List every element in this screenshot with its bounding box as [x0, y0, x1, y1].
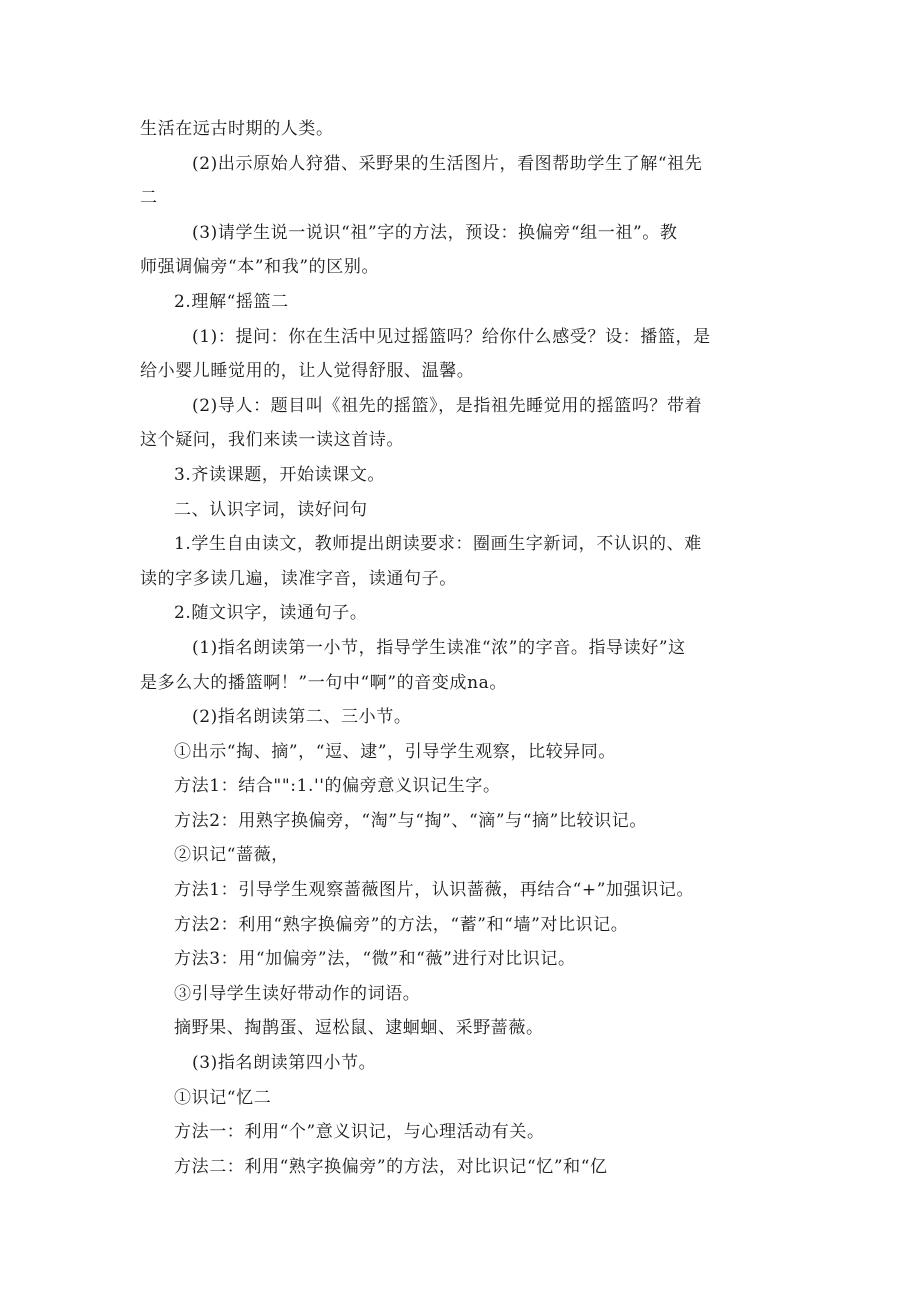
text-line: (1)：提问：你在生活中见过摇篮吗？给你什么感受？设：播篮，是 — [192, 326, 711, 347]
text-line: (3)请学生说一说识“祖”字的方法，预设：换偏旁“组一祖”。教 — [192, 222, 678, 243]
text-line: 方法二：利用“熟字换偏旁”的方法，对比识记“忆”和“亿 — [174, 1156, 608, 1177]
section-heading: 二、认识字词，读好问句 — [174, 499, 368, 520]
text-line: ①出示“掏、摘”，“逗、逮”，引导学生观察，比较异同。 — [174, 741, 616, 762]
text-line: 2.随文识字，读通句子。 — [174, 603, 368, 624]
text-line: 是多么大的播篮啊！”一句中“啊”的音变成na。 — [140, 672, 507, 693]
text-line: 3.齐读课题，开始读课文。 — [174, 464, 386, 485]
text-line: 给小婴儿睡觉用的，让人觉得舒服、温馨。 — [140, 361, 475, 382]
text-line: 二 — [140, 188, 158, 209]
text-line: ①识记“忆二 — [174, 1087, 272, 1108]
text-line: (2)导人：题目叫《祖先的摇篮》，是指祖先睡觉用的摇篮吗？带着 — [192, 395, 703, 416]
text-line: 方法1：引导学生观察蔷薇图片，认识蔷薇，再结合“+”加强识记。 — [174, 880, 695, 901]
text-line: 师强调偏旁“本”和我”的区别。 — [140, 257, 380, 278]
text-line: 生活在远古时期的人类。 — [140, 119, 334, 139]
text-line: 这个疑问，我们来读一读这首诗。 — [140, 430, 404, 451]
text-line: 方法2：用熟字换偏旁，“淘”与“掏”、“滴”与“摘”比较识记。 — [174, 810, 647, 831]
text-line: ③引导学生读好带动作的词语。 — [174, 983, 421, 1004]
text-line: 读的字多读几遍，读准字音，读通句子。 — [140, 568, 457, 589]
text-line: 方法1：结合"":1.''的偏旁意义识记生字。 — [174, 776, 501, 797]
text-line: 1.学生自由读文，教师提出朗读要求：圈画生字新词，不认识的、难 — [174, 534, 702, 555]
text-line: ②识记“蔷薇， — [174, 845, 289, 866]
document-body — [140, 112, 790, 1184]
text-line: 2.理解“摇篮二 — [174, 291, 289, 312]
text-line: 摘野果、掏鹊蛋、逗松鼠、逮蛔蛔、采野蔷薇。 — [174, 1018, 544, 1039]
text-line: (2)出示原始人狩猎、采野果的生活图片，看图帮助学生了解“祖先 — [192, 153, 703, 174]
text-line: 方法2：利用“熟字换偏旁”的方法，“蓄”和“墙”对比识记。 — [174, 914, 629, 935]
text-line: 方法一：利用“个”意义识记，与心理活动有关。 — [174, 1122, 545, 1143]
text-line: (2)指名朗读第二、三小节。 — [192, 707, 412, 728]
text-line: (3)指名朗读第四小节。 — [192, 1053, 377, 1074]
text-line: 方法3：用“加偏旁”法，“微”和“薇”进行对比识记。 — [174, 949, 576, 970]
text-line: (1)指名朗读第一小节，指导学生读准“浓”的字音。指导读好”这 — [192, 637, 686, 658]
